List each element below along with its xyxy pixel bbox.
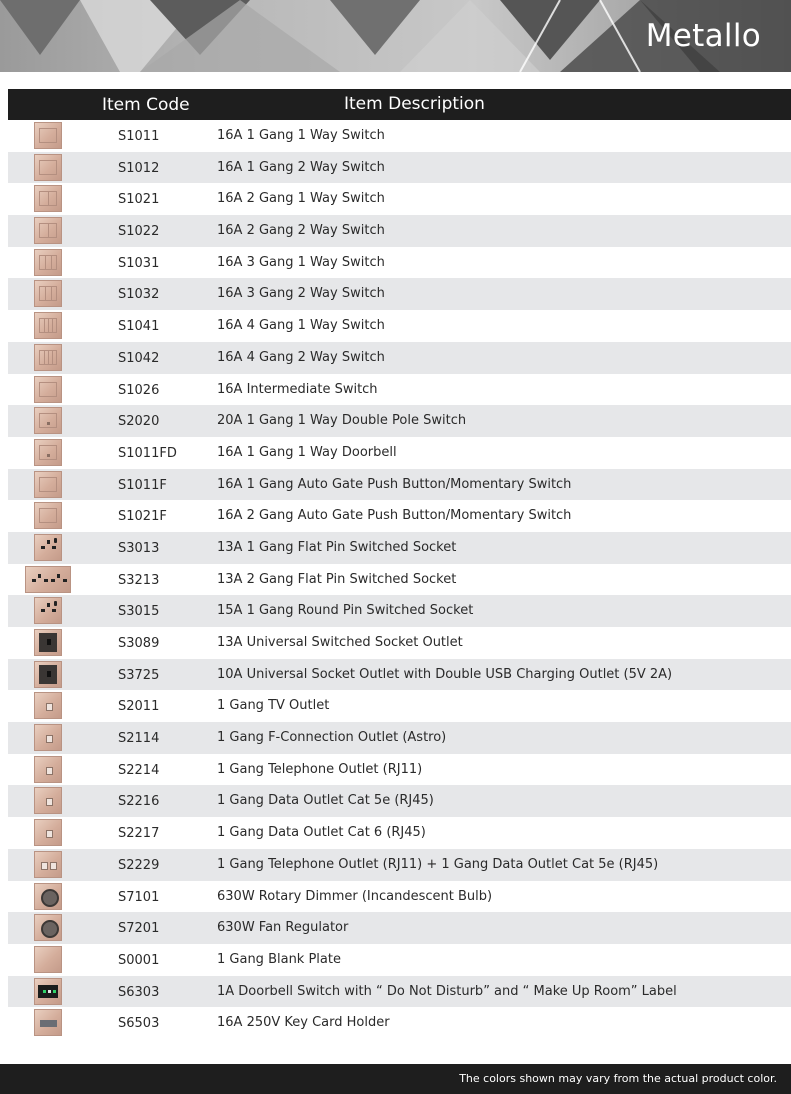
table-row — [8, 215, 791, 247]
item-description: 630W Rotary Dimmer (Incandescent Bulb) — [217, 888, 493, 904]
item-description: 1 Gang Blank Plate — [217, 951, 341, 967]
table-row — [8, 120, 791, 152]
table-row — [8, 595, 791, 627]
switch-1gang-icon — [34, 154, 62, 181]
item-description: 1 Gang Data Outlet Cat 6 (RJ45) — [217, 825, 426, 841]
table-header — [8, 89, 791, 120]
item-description: 16A 1 Gang 2 Way Switch — [217, 159, 385, 175]
item-code: S1022 — [118, 224, 160, 240]
item-description: 16A 3 Gang 2 Way Switch — [217, 286, 385, 302]
table-row — [8, 469, 791, 501]
item-code: S0001 — [118, 952, 160, 968]
item-code: S2020 — [118, 414, 160, 430]
item-description: 16A 3 Gang 1 Way Switch — [217, 254, 385, 270]
item-code: S1011F — [118, 477, 167, 493]
item-code: S2114 — [118, 731, 160, 747]
color-disclaimer: The colors shown may vary from the actual product color. — [459, 1072, 777, 1085]
item-description: 16A 4 Gang 2 Way Switch — [217, 349, 385, 365]
table-row — [8, 817, 791, 849]
item-description: 13A 2 Gang Flat Pin Switched Socket — [217, 571, 457, 587]
data-outlet-icon — [34, 819, 62, 846]
item-code: S6503 — [118, 1016, 160, 1032]
item-description: 16A 250V Key Card Holder — [217, 1015, 390, 1031]
table-row — [8, 342, 791, 374]
item-description: 1 Gang F-Connection Outlet (Astro) — [217, 730, 447, 746]
table-row — [8, 564, 791, 596]
telephone-outlet-icon — [34, 756, 62, 783]
item-code: S1031 — [118, 255, 160, 271]
telephone-data-outlet-icon — [34, 851, 62, 878]
fan-regulator-icon — [34, 914, 62, 941]
item-description: 1 Gang Data Outlet Cat 5e (RJ45) — [217, 793, 434, 809]
data-outlet-icon — [34, 787, 62, 814]
universal-socket-icon — [34, 629, 62, 656]
tv-outlet-icon — [34, 692, 62, 719]
item-description: 16A 2 Gang Auto Gate Push Button/Momentary Switch — [217, 508, 572, 524]
item-code: S1011FD — [118, 445, 177, 461]
item-description: 15A 1 Gang Round Pin Switched Socket — [217, 603, 474, 619]
table-row — [8, 944, 791, 976]
dnd-doorbell-icon — [34, 978, 62, 1005]
table-row — [8, 754, 791, 786]
column-header-description: Item Description — [344, 94, 485, 114]
item-code: S1032 — [118, 287, 160, 303]
table-row — [8, 310, 791, 342]
table-row — [8, 912, 791, 944]
table-row — [8, 152, 791, 184]
double-flat-pin-socket-icon — [25, 566, 71, 593]
table-row — [8, 247, 791, 279]
header-banner — [0, 0, 791, 72]
flat-pin-socket-icon — [34, 534, 62, 561]
item-code: S1012 — [118, 160, 160, 176]
usb-socket-icon — [34, 661, 62, 688]
switch-1gang-icon — [34, 471, 62, 498]
item-code: S3213 — [118, 572, 160, 588]
item-description: 630W Fan Regulator — [217, 920, 349, 936]
item-description: 16A 4 Gang 1 Way Switch — [217, 318, 385, 334]
switch-2gang-icon — [34, 217, 62, 244]
table-row — [8, 1007, 791, 1039]
f-connection-outlet-icon — [34, 724, 62, 751]
blank-plate-icon — [34, 946, 62, 973]
table-row — [8, 532, 791, 564]
item-code: S1026 — [118, 382, 160, 398]
table-row — [8, 627, 791, 659]
table-row — [8, 278, 791, 310]
doorbell-switch-icon — [34, 439, 62, 466]
item-code: S7101 — [118, 889, 160, 905]
item-code: S2229 — [118, 857, 160, 873]
item-code: S1021 — [118, 192, 160, 208]
item-description: 16A 1 Gang Auto Gate Push Button/Momentary Switch — [217, 476, 572, 492]
table-row — [8, 785, 791, 817]
switch-4gang-icon — [34, 344, 62, 371]
item-code: S1042 — [118, 350, 160, 366]
item-code: S1011 — [118, 129, 160, 144]
item-code: S3089 — [118, 636, 160, 651]
item-description: 16A 1 Gang 1 Way Doorbell — [217, 444, 397, 460]
table-row — [8, 690, 791, 722]
switch-1gang-icon — [34, 502, 62, 529]
table-row — [8, 722, 791, 754]
table-row — [8, 405, 791, 437]
table-row — [8, 437, 791, 469]
table-row — [8, 183, 791, 215]
switch-3gang-icon — [34, 249, 62, 276]
item-description: 13A Universal Switched Socket Outlet — [217, 635, 463, 650]
switch-4gang-icon — [34, 312, 62, 339]
table-row — [8, 976, 791, 1008]
double-pole-switch-icon — [34, 407, 62, 434]
switch-2gang-icon — [34, 185, 62, 212]
rotary-dimmer-icon — [34, 883, 62, 910]
item-description: 1A Doorbell Switch with “ Do Not Disturb” and “ Make Up Room” Label — [217, 983, 677, 999]
item-code: S2214 — [118, 762, 160, 778]
table-row — [8, 849, 791, 881]
item-code: S1041 — [118, 319, 160, 335]
column-header-code: Item Code — [102, 95, 190, 115]
item-description: 16A 2 Gang 1 Way Switch — [217, 191, 385, 207]
switch-1gang-icon — [34, 376, 62, 403]
table-row — [8, 500, 791, 532]
item-description: 10A Universal Socket Outlet with Double USB Charging Outlet (5V 2A) — [217, 666, 673, 682]
brand-title: Metallo — [645, 18, 761, 54]
item-code: S3013 — [118, 540, 160, 556]
table-row — [8, 659, 791, 691]
item-code: S3015 — [118, 604, 160, 620]
item-code: S7201 — [118, 921, 160, 937]
switch-3gang-icon — [34, 280, 62, 307]
table-row — [8, 374, 791, 406]
switch-1gang-icon — [34, 122, 62, 149]
item-description: 1 Gang TV Outlet — [217, 698, 330, 714]
key-card-holder-icon — [34, 1009, 62, 1036]
item-code: S3725 — [118, 667, 160, 683]
item-description: 16A 1 Gang 1 Way Switch — [217, 128, 385, 143]
footer-bar — [0, 1064, 791, 1094]
item-description: 16A 2 Gang 2 Way Switch — [217, 223, 385, 239]
item-description: 1 Gang Telephone Outlet (RJ11) — [217, 761, 423, 777]
item-description: 1 Gang Telephone Outlet (RJ11) + 1 Gang Data Outlet Cat 5e (RJ45) — [217, 856, 659, 872]
item-code: S2216 — [118, 794, 160, 810]
item-code: S1021F — [118, 509, 167, 525]
item-code: S2011 — [118, 699, 160, 715]
round-pin-socket-icon — [34, 597, 62, 624]
item-description: 20A 1 Gang 1 Way Double Pole Switch — [217, 413, 467, 429]
table-row — [8, 881, 791, 913]
item-code: S2217 — [118, 826, 160, 842]
item-description: 13A 1 Gang Flat Pin Switched Socket — [217, 539, 457, 555]
item-code: S6303 — [118, 984, 160, 1000]
product-table — [8, 120, 791, 1039]
item-description: 16A Intermediate Switch — [217, 381, 378, 397]
